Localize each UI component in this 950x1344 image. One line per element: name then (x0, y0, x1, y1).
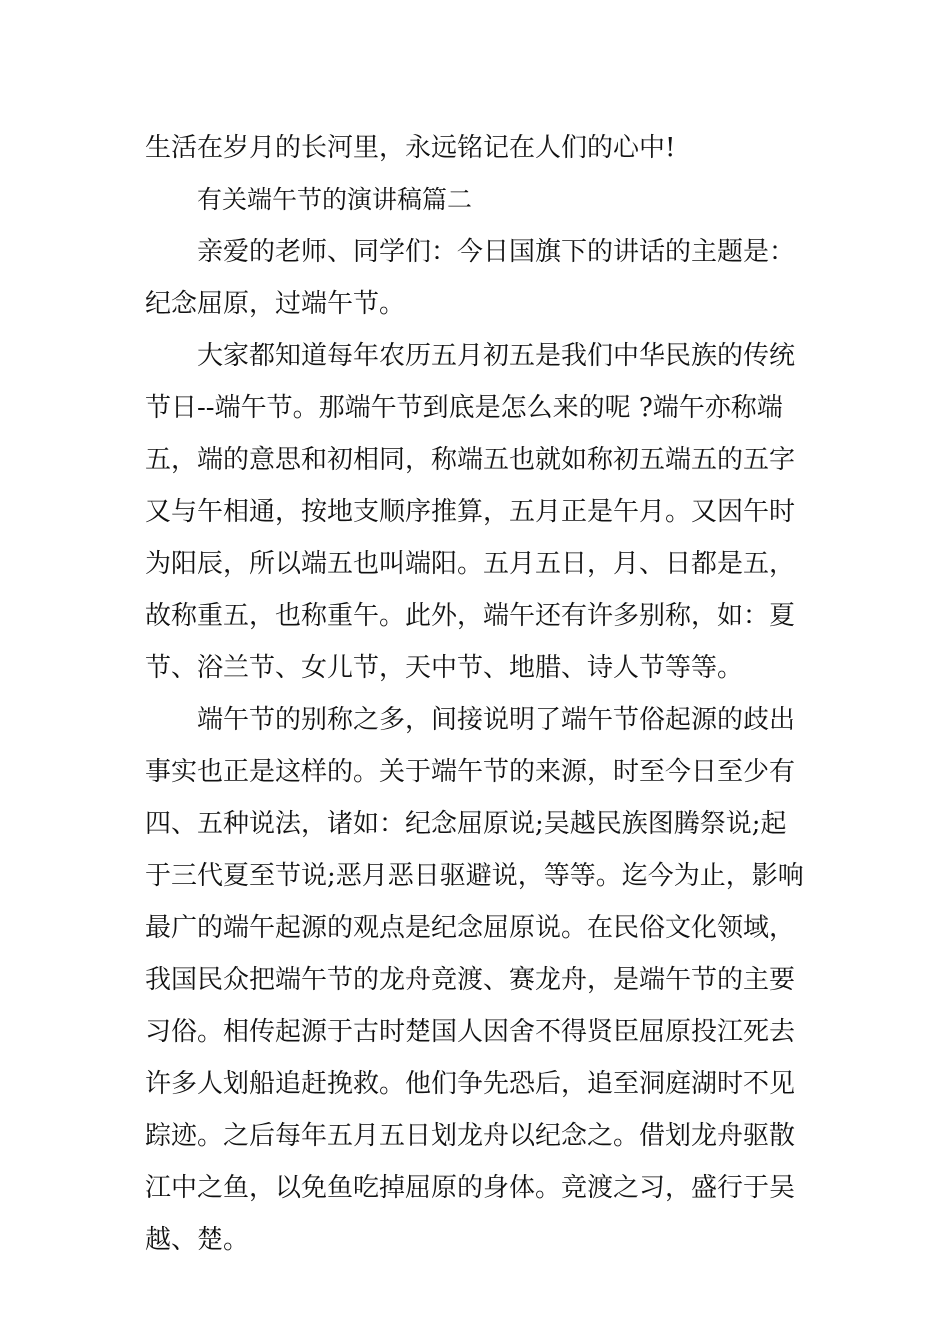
text-line-1: 生活在岁月的长河里，永远铭记在人们的心中! (145, 133, 676, 163)
text-line-19: 许多人划船追赶挽救。他们争先恐后，追至洞庭湖时不见 (145, 1069, 796, 1099)
text-line-14: 四、五种说法，诸如：纪念屈原说;吴越民族图腾祭说;起 (145, 809, 787, 839)
text-line-8: 又与午相通，按地支顺序推算，五月正是午月。又因午时 (145, 497, 796, 527)
text-line-7: 五，端的意思和初相同，称端五也就如称初五端五的五字 (145, 445, 796, 475)
text-line-6: 节日--端午节。那端午节到底是怎么来的呢 ?端午亦称端 (145, 393, 783, 423)
text-line-20: 踪迹。之后每年五月五日划龙舟以纪念之。借划龙舟驱散 (145, 1121, 796, 1151)
text-line-10: 故称重五，也称重午。此外，端午还有许多别称，如：夏 (145, 601, 796, 631)
text-line-5: 大家都知道每年农历五月初五是我们中华民族的传统 (197, 341, 796, 371)
text-line-11: 节、浴兰节、女儿节，天中节、地腊、诗人节等等。 (145, 653, 744, 683)
text-line-4: 纪念屈原，过端午节。 (145, 289, 406, 319)
section-heading: 有关端午节的演讲稿篇二 (197, 185, 473, 214)
text-line-12: 端午节的别称之多，间接说明了端午节俗起源的歧出 (197, 705, 796, 735)
text-line-16: 最广的端午起源的观点是纪念屈原说。在民俗文化领域， (145, 913, 796, 943)
text-line-13: 事实也正是这样的。关于端午节的来源，时至今日至少有 (145, 757, 796, 787)
text-line-3: 亲爱的老师、同学们：今日国旗下的讲话的主题是： (197, 237, 796, 267)
text-line-18: 习俗。相传起源于古时楚国人因舍不得贤臣屈原投江死去 (145, 1017, 796, 1047)
text-line-9: 为阳辰，所以端五也叫端阳。五月五日，月、日都是五， (145, 549, 796, 579)
text-line-17: 我国民众把端午节的龙舟竞渡、赛龙舟，是端午节的主要 (145, 965, 796, 995)
text-line-21: 江中之鱼，以免鱼吃掉屈原的身体。竞渡之习，盛行于吴 (145, 1173, 796, 1203)
text-line-22: 越、楚。 (145, 1225, 250, 1255)
text-line-15: 于三代夏至节说;恶月恶日驱避说，等等。迄今为止，影响 (145, 861, 804, 891)
